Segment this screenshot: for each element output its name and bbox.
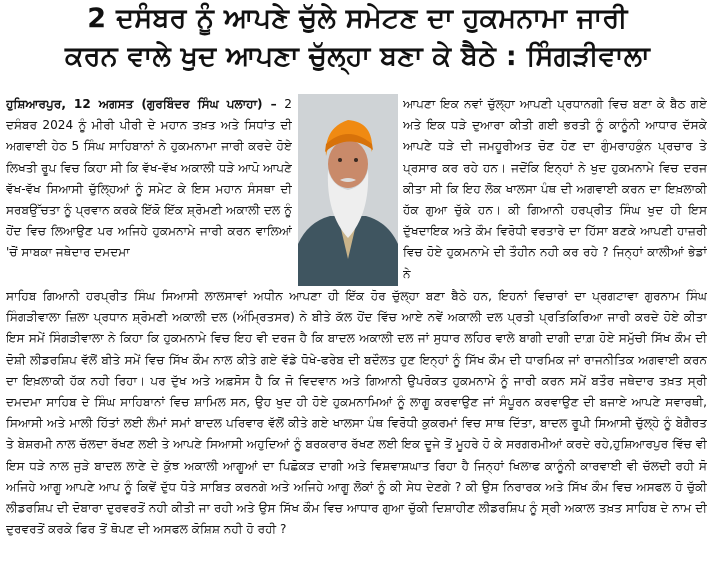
dateline: ਹੁਸ਼ਿਆਰਪੁਰ, 12 ਅਗਸਤ (ਗੁਰਬਿੰਦਰ ਸਿੰਘ ਪਲਾਹਾ) – xyxy=(6,97,277,111)
article-column-left xyxy=(6,94,292,266)
portrait-photo-icon xyxy=(298,94,398,286)
portrait-photo xyxy=(298,94,398,286)
headline-line-1: 2 ਦਸੰਬਰ ਨੂੰ ਆਪਣੇ ਚੁੱਲੇ ਸਮੇਟਣ ਦਾ ਹੁਕਮਨਾਮਾ ਜਾਰੀ xyxy=(87,3,628,34)
headline-line-2: ਕਰਨ ਵਾਲੇ ਖੁਦ ਆਪਣਾ ਚੁੱਲ੍ਹਾ ਬਣਾ ਕੇ ਬੈਠੇ : ਸਿੰਗੜੀਵਾਲਾ xyxy=(64,41,650,72)
right-column-text: ਆਪਣਾ ਇਕ ਨਵਾਂ ਚੁੱਲ੍ਹਾ ਆਪਣੀ ਪ੍ਰਧਾਨਗੀ ਵਿਚ ਬਣਾ ਕੇ ਬੈਠ ਗਏ ਅਤੇ ਇਕ ਧੜੇ ਦੁਆਰਾ ਕੀਤੀ ਗਈ ਭਰਤੀ ਨੂੰ ਕਾਨੂੰਨੀ ਆਧਾਰ ਦੱਸਕੇ ਆਪਣੇ ਧੜੇ ਦੀ ਜਮਹੂਰੀਅਤ ਚੋਣ ਹੋਣ ਦਾ ਗੁੰਮਰਾਹਕੁੰਨ ਪ੍ਰਚਾਰ ਤੇ ਪ੍ਰਸਾਰ ਕਰ ਰਹੇ ਹਨ। ਜਦੋਂਕਿ ਇਨ੍ਹਾਂ ਨੇ ਖੁਦ ਹੁਕਮਨਾਮੇ ਵਿਚ ਦਰਜ ਕੀਤਾ ਸੀ ਕਿ ਇਹ ਲੋਕ ਖਾਲਸਾ ਪੰਥ ਦੀ ਅਗਵਾਈ ਕਰਨ ਦਾ ਇਖ਼ਲਾਕੀ ਹੱਕ ਗੁਆ ਚੁੱਕੇ ਹਨ। ਕੀ ਗਿਆਨੀ ਹਰਪ੍ਰੀਤ ਸਿੰਘ ਖੁਦ ਹੀ ਇਸ ਦੁੱਖਦਾਇਕ ਅਤੇ ਕੌਮ ਵਿਰੋਧੀ ਵਰਤਾਰੇ ਦਾ ਹਿੱਸਾ ਬਣਕੇ ਆਪਣੀ ਹਾਜ਼ਰੀ ਵਿਚ ਹੋਏ ਹੁਕਮਨਾਮੇ ਦੀ ਤੌਹੀਨ ਨਹੀ ਕਰ ਰਹੇ ? ਜਿਨ੍ਹਾਂ ਕਾਲੀਆਂ ਭੇਡਾਂ ਨੇ xyxy=(403,97,707,281)
left-column-text: 2 ਦਸੰਬਰ 2024 ਨੂੰ ਮੀਰੀ ਪੀਰੀ ਦੇ ਮਹਾਨ ਤਖ਼ਤ ਅਤੇ ਸਿਧਾਂਤ ਦੀ ਅਗਵਾਈ ਹੇਠ 5 ਸਿੰਘ ਸਾਹਿਬਾਨਾਂ ਨੇ ਹੁਕਮਨਾਮਾ ਜਾਰੀ ਕਰਦੇ ਹੋਏ ਲਿਖਤੀ ਰੂਪ ਵਿਚ ਕਿਹਾ ਸੀ ਕਿ ਵੱਖ-ਵੱਖ ਅਕਾਲੀ ਧੜੇ ਆਪੋ ਆਪਣੇ ਵੱਖ-ਵੱਖ ਸਿਆਸੀ ਚੁੱਲ੍ਹਿਆਂ ਨੂੰ ਸਮੇਟ ਕੇ ਇਸ ਮਹਾਨ ਸੰਸਥਾ ਦੀ ਸਰਬਉੱਚਤਾ ਨੂੰ ਪ੍ਰਵਾਨ ਕਰਕੇ ਇੱਕੋ ਇੱਕ ਸ਼੍ਰੋਮਣੀ ਅਕਾਲੀ ਦਲ ਨੂੰ ਹੋਂਦ ਵਿਚ ਲਿਆਉਣ ਪਰ ਅਜਿਹੇ ਹੁਕਮਨਾਮੇ ਜਾਰੀ ਕਰਨ ਵਾਲਿਆਂ 'ਚੋਂ ਸਾਬਕਾ ਜਥੇਦਾਰ ਦਮਦਮਾ xyxy=(6,97,292,260)
article-column-right xyxy=(403,94,707,288)
article-column-bottom xyxy=(6,286,707,576)
bottom-column-text: ਸਾਹਿਬ ਗਿਆਨੀ ਹਰਪ੍ਰੀਤ ਸਿੰਘ ਸਿਆਸੀ ਲਾਲਸਾਵਾਂ ਅਧੀਨ ਆਪਣਾ ਹੀ ਇੱਕ ਹੋਰ ਚੁੱਲ੍ਹਾ ਬਣਾ ਬੈਠੇ ਹਨ, ਇਹਨਾਂ ਵਿਚਾਰਾਂ ਦਾ ਪ੍ਰਗਟਾਵਾ ਗੁਰਨਾਮ ਸਿੰਘ ਸਿੰਗੜੀਵਾਲਾ ਜ਼ਿਲਾ ਪ੍ਰਧਾਨ ਸ਼੍ਰੋਮਣੀ ਅਕਾਲੀ ਦਲ (ਅੰਮ੍ਰਿਤਸਰ) ਨੇ ਬੀਤੇ ਕੱਲ ਹੋਂਦ ਵਿੱਚ ਆਏ ਨਵੇਂ ਅਕਾਲੀ ਦਲ ਪ੍ਰਤੀ ਪ੍ਰਤਿਕਿਰਿਆ ਜਾਰੀ ਕਰਦੇ ਹੋਏ ਕੀਤਾ ਇਸ ਸਮੇਂ ਸਿੰਗੜੀਵਾਲਾ ਨੇ ਕਿਹਾ ਕਿ ਹੁਕਮਨਾਮੇ ਵਿਚ ਇਹ ਵੀ ਦਰਜ ਹੈ ਕਿ ਬਾਦਲ ਅਕਾਲੀ ਦਲ ਜਾਂ ਸੁਧਾਰ ਲਹਿਰ ਵਾਲੇ ਬਾਗੀ ਦਾਗੀ ਦਾਗ਼ ਹੋਏ ਸਮੁੱਚੀ ਸਿੱਖ ਕੌਮ ਦੀ ਦੋਸ਼ੀ ਲੀਡਰਸ਼ਿਪ ਵੱਲੋਂ ਬੀਤੇ ਸਮੇਂ ਵਿਚ ਸਿੱਖ ਕੌਮ ਨਾਲ ਕੀਤੇ ਗਏ ਵੱਡੇ ਧੋਖੇ-ਫਰੇਬ ਦੀ ਬਦੌਲਤ ਹੁਣ ਇਨ੍ਹਾਂ ਨੂੰ ਸਿੱਖ ਕੌਮ ਦੀ ਧਾਰਮਿਕ ਜਾਂ ਰਾਜਨੀਤਿਕ ਅਗਵਾਈ ਕਰਨ ਦਾ ਇਖ਼ਲਾਕੀ ਹੱਕ ਨਹੀ ਰਿਹਾ। ਪਰ ਦੁੱਖ ਅਤੇ ਅਫ਼ਸੋਸ ਹੈ ਕਿ ਜੋ ਵਿਦਵਾਨ ਅਤੇ ਗਿਆਨੀ ਉਪਰੋਕਤ ਹੁਕਮਨਾਮੇ ਨੂੰ ਜਾਰੀ ਕਰਨ ਸਮੇਂ ਬਤੌਰ ਜਥੇਦਾਰ ਤਖ਼ਤ ਸ੍ਰੀ ਦਮਦਮਾ ਸਾਹਿਬ ਦੇ ਸਿੰਘ ਸਾਹਿਬਾਨਾਂ ਵਿਚ ਸ਼ਾਮਿਲ ਸਨ, ਉਹ ਖੁਦ ਹੀ ਹੋਏ ਹੁਕਮਨਾਮਿਆਂ ਨੂੰ ਲਾਗੂ ਕਰਵਾਉਣ ਜਾਂ ਸੰਪੂਰਨ ਕਰਵਾਉਣ ਦੀ ਬਜਾਏ ਆਪਣੇ ਸਵਾਰਥੀ, ਸਿਆਸੀ ਅਤੇ ਮਾਲੀ ਹਿੱਤਾਂ ਲਈ ਲੰਮਾਂ ਸਮਾਂ ਬਾਦਲ ਪਰਿਵਾਰ ਵੱਲੋਂ ਕੀਤੇ ਗਏ ਖਾਲਸਾ ਪੰਥ ਵਿਰੋਧੀ ਕੁਕਰਮਾਂ ਵਿਚ ਸਾਥ ਦਿੱਤਾ, ਬਾਦਲ ਰੂਪੀ ਸਿਆਸੀ ਚੁੱਲ੍ਹੇ ਨੂੰ ਬੇਗੈਰਤ ਤੇ ਬੇਸ਼ਰਮੀ ਨਾਲ ਚੱਲਦਾ ਰੱਖਣ ਲਈ ਤੇ ਆਪਣੇ ਸਿਆਸੀ ਅਹੁਦਿਆਂ ਨੂੰ ਬਰਕਰਾਰ ਰੱਖਣ ਲਈ ਇਕ ਦੂਜੇ ਤੋਂ ਮੂਹਰੇ ਹੋ ਕੇ ਸਰਗਰਮੀਆਂ ਕਰਦੇ ਰਹੇ,ਹੁਸ਼ਿਆਰਪੁਰ ਵਿੱਚ ਵੀ ਇਸ ਧੜੇ ਨਾਲ ਜੁੜੇ ਬਾਦਲ ਲਾਣੇ ਦੇ ਕੁੱਝ ਅਕਾਲੀ ਆਗੂਆਂ ਦਾ ਪਿਛੋਕੜ ਦਾਗੀ ਅਤੇ ਵਿਸ਼ਵਾਸ਼ਘਾਤ ਰਿਹਾ ਹੈ ਜਿਨ੍ਹਾਂ ਖਿਲਾਫ ਕਾਨੂੰਨੀ ਕਾਰਵਾਈ ਵੀ ਚੱਲਦੀ ਰਹੀ ਸੋ ਅਜਿਹੇ ਆਗੂ ਆਪਣੇ ਆਪ ਨੂੰ ਕਿਵੇਂ ਦੁੱਧ ਧੋਤੇ ਸਾਬਿਤ ਕਰਨਗੇ ਅਤੇ ਅਜਿਹੇ ਆਗੂ ਲੋਕਾਂ ਨੂੰ ਕੀ ਸੇਧ ਦੇਣਗੇ ? ਕੀ ਉਸ ਨਿਰਾਰਕ ਅਤੇ ਸਿੱਖ ਕੌਮ ਵਿਚ ਅਸਫਲ ਹੋ ਚੁੱਕੀ ਲੀਡਰਸ਼ਿਪ ਦੀ ਦੋਬਾਰਾ ਦੁਰਵਰਤੋਂ ਨਹੀ ਕੀਤੀ ਜਾ ਰਹੀ ਅਤੇ ਉਸ ਸਿੱਖ ਕੌਮ ਵਿਚ ਆਧਾਰ ਗੁਆ ਚੁੱਕੀ ਦਿਸ਼ਾਹੀਣ ਲੀਡਰਸ਼ਿਪ ਨੂੰ ਸ੍ਰੀ ਅਕਾਲ ਤਖ਼ਤ ਸਾਹਿਬ ਦੇ ਨਾਮ ਦੀ ਦੁਰਵਰਤੋਂ ਕਰਕੇ ਫਿਰ ਤੋਂ ਥੋਪਣ ਦੀ ਅਸਫਲ ਕੋਸ਼ਿਸ਼ ਨਹੀ ਹੋ ਰਹੀ ? xyxy=(6,289,707,537)
article-headline xyxy=(0,0,715,86)
